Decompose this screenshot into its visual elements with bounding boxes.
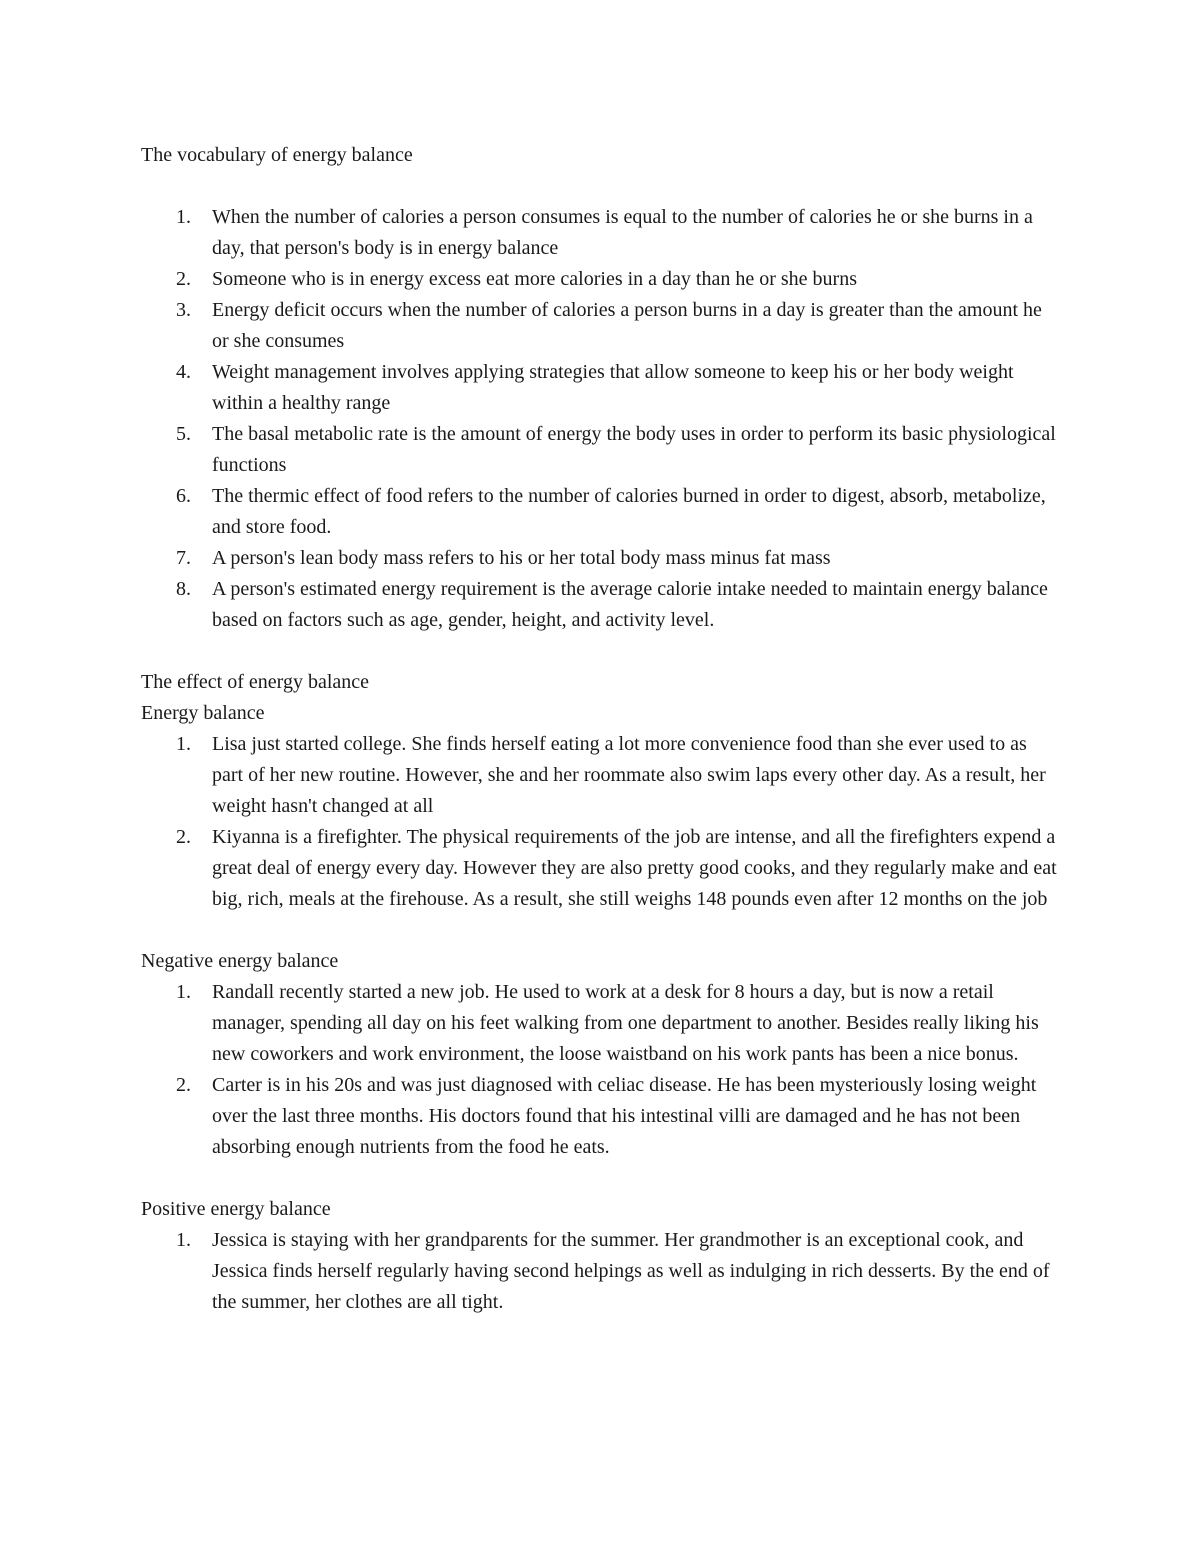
list-item-text: Energy deficit occurs when the number of calories a person burns in a day is greater than the amount he or she consumes — [212, 299, 1042, 352]
list-item-text: The basal metabolic rate is the amount of energy the body uses in order to perform its basic physiological functions — [212, 423, 1056, 476]
list-item — [141, 264, 1061, 295]
list-item-text: Jessica is staying with her grandparents for the summer. Her grandmother is an exceptional cook, and Jessica finds herself regularly having second helpings as well as indulging in rich desserts. By the end of the summer, her clothes are all tight. — [212, 1229, 1050, 1313]
spacer — [141, 915, 1060, 946]
spacer — [141, 171, 1060, 202]
list-item-text: The thermic effect of food refers to the number of calories burned in order to digest, absorb, metabolize, and store food. — [212, 485, 1046, 538]
list-number: 1. — [176, 981, 191, 1003]
list-item — [141, 729, 1061, 822]
list-number: 3. — [176, 299, 191, 321]
list-number: 4. — [176, 361, 191, 383]
list-item — [141, 295, 1061, 357]
list-item — [141, 1070, 1061, 1163]
section-heading-effect: The effect of energy balance — [141, 671, 370, 693]
section-heading-negative: Negative energy balance — [141, 950, 339, 972]
list-item-text: Someone who is in energy excess eat more calories in a day than he or she burns — [212, 268, 857, 290]
energy-balance-list — [141, 729, 1060, 915]
list-number: 7. — [176, 547, 191, 569]
positive-balance-list — [141, 1225, 1060, 1318]
subheading-energy-balance: Energy balance — [141, 702, 265, 724]
list-item — [141, 574, 1061, 636]
list-item-text: Weight management involves applying strategies that allow someone to keep his or her body weight within a healthy range — [212, 361, 1014, 414]
list-number: 2. — [176, 1074, 191, 1096]
list-number: 1. — [176, 206, 191, 228]
list-item — [141, 977, 1061, 1070]
list-item-text: When the number of calories a person consumes is equal to the number of calories he or she burns in a day, that person's body is in energy balance — [212, 206, 1033, 259]
spacer — [141, 1163, 1060, 1194]
list-number: 8. — [176, 578, 191, 600]
list-item-text: Carter is in his 20s and was just diagnosed with celiac disease. He has been mysteriously losing weight over the last three months. His doctors found that his intestinal villi are damaged and he has not been absorbing enough nutrients from the food he eats. — [212, 1074, 1037, 1158]
list-item-text: Lisa just started college. She finds herself eating a lot more convenience food than she ever used to as part of her new routine. However, she and her roommate also swim laps every other day. As a result, her weight hasn't changed at all — [212, 733, 1046, 817]
list-item — [141, 481, 1061, 543]
list-item — [141, 202, 1061, 264]
list-item — [141, 419, 1061, 481]
negative-balance-list — [141, 977, 1060, 1163]
list-item-text: A person's lean body mass refers to his or her total body mass minus fat mass — [212, 547, 831, 569]
list-item — [141, 357, 1061, 419]
list-number: 1. — [176, 733, 191, 755]
list-item — [141, 822, 1061, 915]
list-item-text: Randall recently started a new job. He used to work at a desk for 8 hours a day, but is now a retail manager, spending all day on his feet walking from one department to another. Besides really liking his new coworkers and work environment, the loose waistband on his work pants has been a nice bonus. — [212, 981, 1039, 1065]
list-item — [141, 1225, 1061, 1318]
list-number: 2. — [176, 826, 191, 848]
list-number: 5. — [176, 423, 191, 445]
section-heading-vocabulary: The vocabulary of energy balance — [141, 144, 413, 166]
spacer — [141, 636, 1060, 667]
list-number: 2. — [176, 268, 191, 290]
section-heading-positive: Positive energy balance — [141, 1198, 331, 1220]
vocabulary-list — [141, 202, 1060, 636]
list-number: 6. — [176, 485, 191, 507]
list-item-text: Kiyanna is a firefighter. The physical requirements of the job are intense, and all the firefighters expend a great deal of energy every day. However they are also pretty good cooks, and they regularly make and eat big, rich, meals at the firehouse. As a result, she still weighs 148 pounds even after 12 months on the job — [212, 826, 1057, 910]
list-item-text: A person's estimated energy requirement is the average calorie intake needed to maintain energy balance based on factors such as age, gender, height, and activity level. — [212, 578, 1048, 631]
list-item — [141, 543, 1061, 574]
list-number: 1. — [176, 1229, 191, 1251]
